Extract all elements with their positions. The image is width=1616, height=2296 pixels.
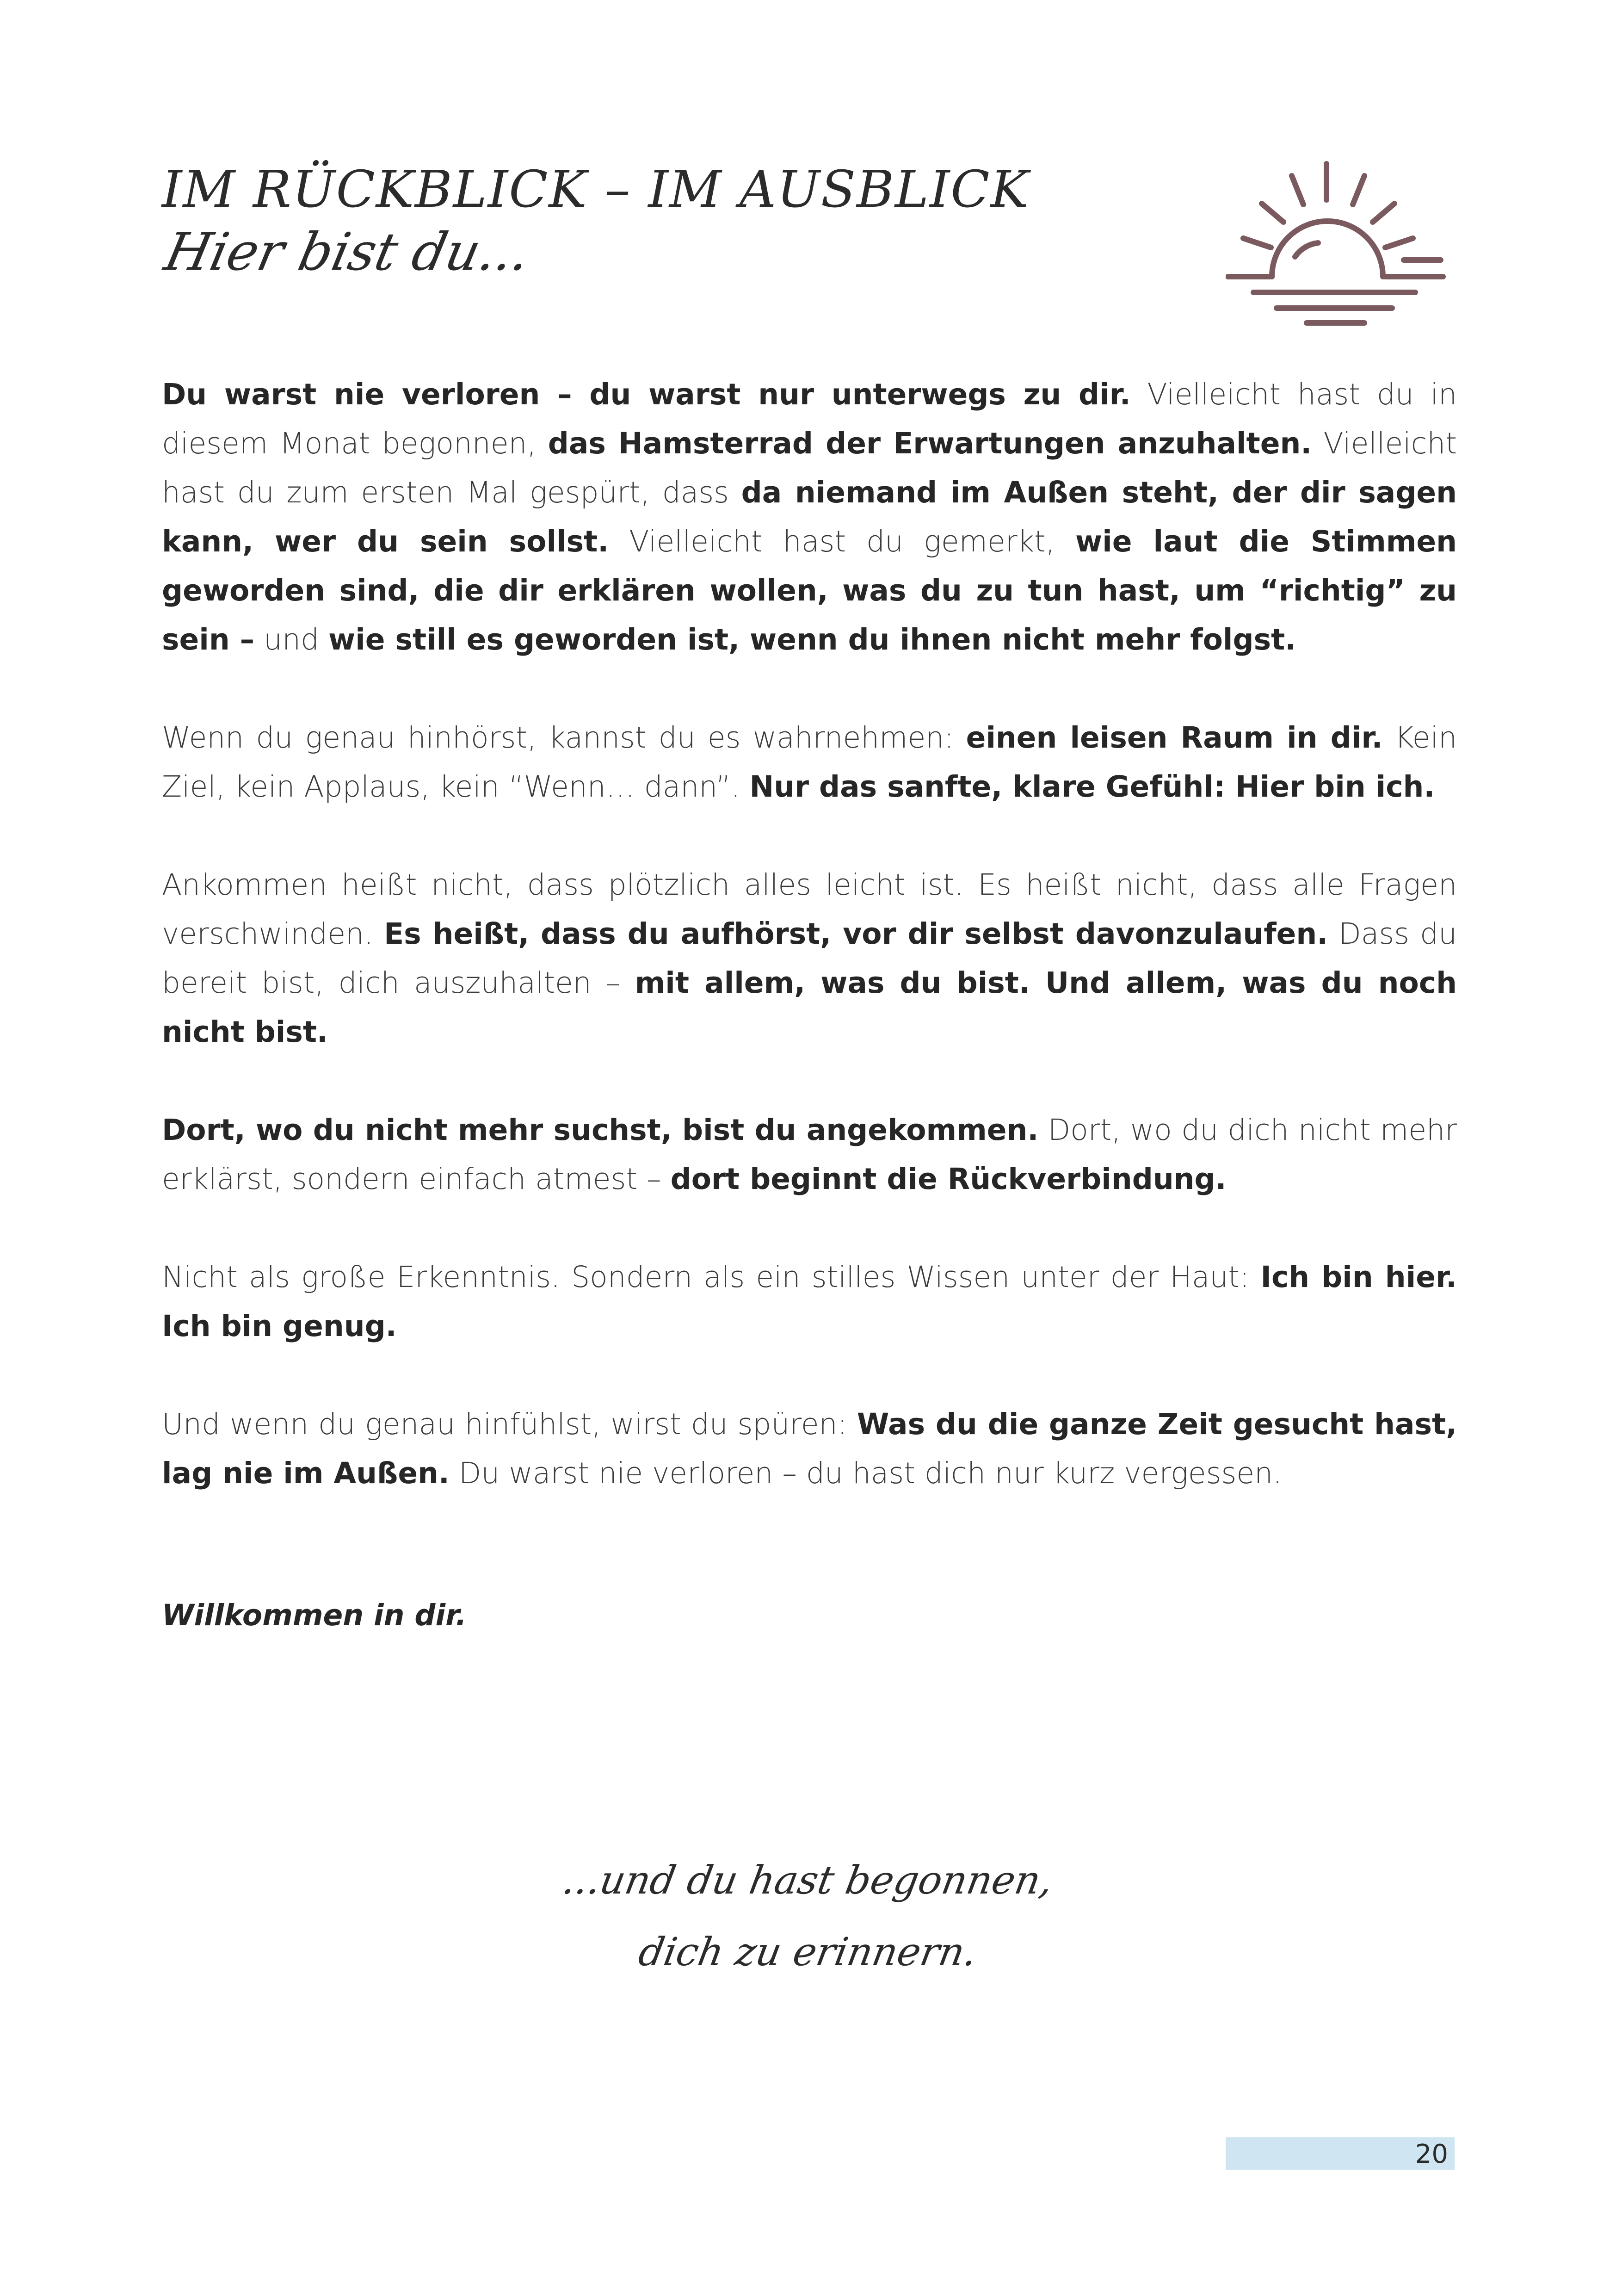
handwritten-line-2: dich zu erinnern. <box>635 1929 981 1974</box>
sun-icon <box>1226 157 1471 328</box>
paragraph-3 <box>162 860 1457 1057</box>
paragraph-5 <box>162 1253 1457 1351</box>
bold-text-run: Nur das sanfte, klare Gefühl: Hier bin ich. <box>749 770 1435 804</box>
text-run: Du warst nie verloren – du hast dich nur kurz vergessen. <box>449 1456 1283 1490</box>
paragraph-1 <box>162 370 1457 664</box>
text-run: Vielleicht hast du zum ersten Mal gespürt, dass <box>162 427 1457 509</box>
closing-line: Willkommen in dir. <box>162 1598 467 1632</box>
text-run: Ankommen heißt nicht, dass plötzlich alles leicht ist. Es heißt nicht, dass alle Fragen verschwinden. <box>162 868 1457 951</box>
bold-text-run: mit allem, was du bist. Und allem, was du noch nicht bist. <box>162 966 1457 1049</box>
bold-text-run: Dort, wo du nicht mehr suchst, bist du angekommen. <box>162 1113 1039 1147</box>
body-text <box>162 370 1457 1547</box>
text-run: und <box>254 623 329 656</box>
bold-text-run: Ich bin hier. Ich bin genug. <box>162 1260 1457 1343</box>
handwritten-line-1: ...und du hast begonnen, <box>559 1857 1057 1903</box>
bold-text-run: wie laut die Stimmen geworden sind, die dir erklären wollen, was du zu tun hast, um “richtig” zu sein – <box>162 525 1457 656</box>
text-run: Dort, wo du dich nicht mehr erklärst, sondern einfach atmest – <box>162 1113 1457 1196</box>
bold-text-run: Was du die ganze Zeit gesucht hast, lag nie im Außen. <box>162 1407 1457 1490</box>
page-number: 20 <box>1415 2139 1448 2169</box>
text-run: Vielleicht hast du gemerkt, <box>609 525 1075 558</box>
bold-text-run: einen leisen Raum in dir. <box>966 721 1383 755</box>
page-subtitle: Hier bist du... <box>160 222 536 282</box>
bold-text-run: das Hamsterrad der Erwartungen anzuhalten. <box>548 427 1312 460</box>
text-run: Dass du bereit bist, dich auszuhalten – <box>162 917 1457 1000</box>
bold-text-run: wie still es geworden ist, wenn du ihnen nicht mehr folgst. <box>328 623 1296 656</box>
text-run: Kein Ziel, kein Applaus, kein “Wenn… dann”. <box>162 721 1457 804</box>
bold-text-run: dort beginnt die Rückverbindung. <box>670 1162 1227 1196</box>
paragraph-6 <box>162 1400 1457 1498</box>
page-number-bar <box>1226 2137 1455 2170</box>
bold-text-run: da niemand im Außen steht, der dir sagen kann, wer du sein sollst. <box>162 476 1457 558</box>
text-run: Und wenn du genau hinfühlst, wirst du spüren: <box>162 1407 857 1441</box>
paragraph-2 <box>162 713 1457 811</box>
page-title: IM RÜCKBLICK – IM AUSBLICK <box>162 160 1030 219</box>
text-run: Wenn du genau hinhörst, kannst du es wahrnehmen: <box>162 721 966 755</box>
bold-text-run: Es heißt, dass du aufhörst, vor dir selbst davonzulaufen. <box>384 917 1328 951</box>
paragraph-4 <box>162 1106 1457 1204</box>
text-run: Nicht als große Erkenntnis. Sondern als ein stilles Wissen unter der Haut: <box>162 1260 1261 1294</box>
text-run: Vielleicht hast du in diesem Monat begonnen, <box>162 378 1457 460</box>
bold-text-run: Du warst nie verloren – du warst nur unterwegs zu dir. <box>162 378 1131 411</box>
